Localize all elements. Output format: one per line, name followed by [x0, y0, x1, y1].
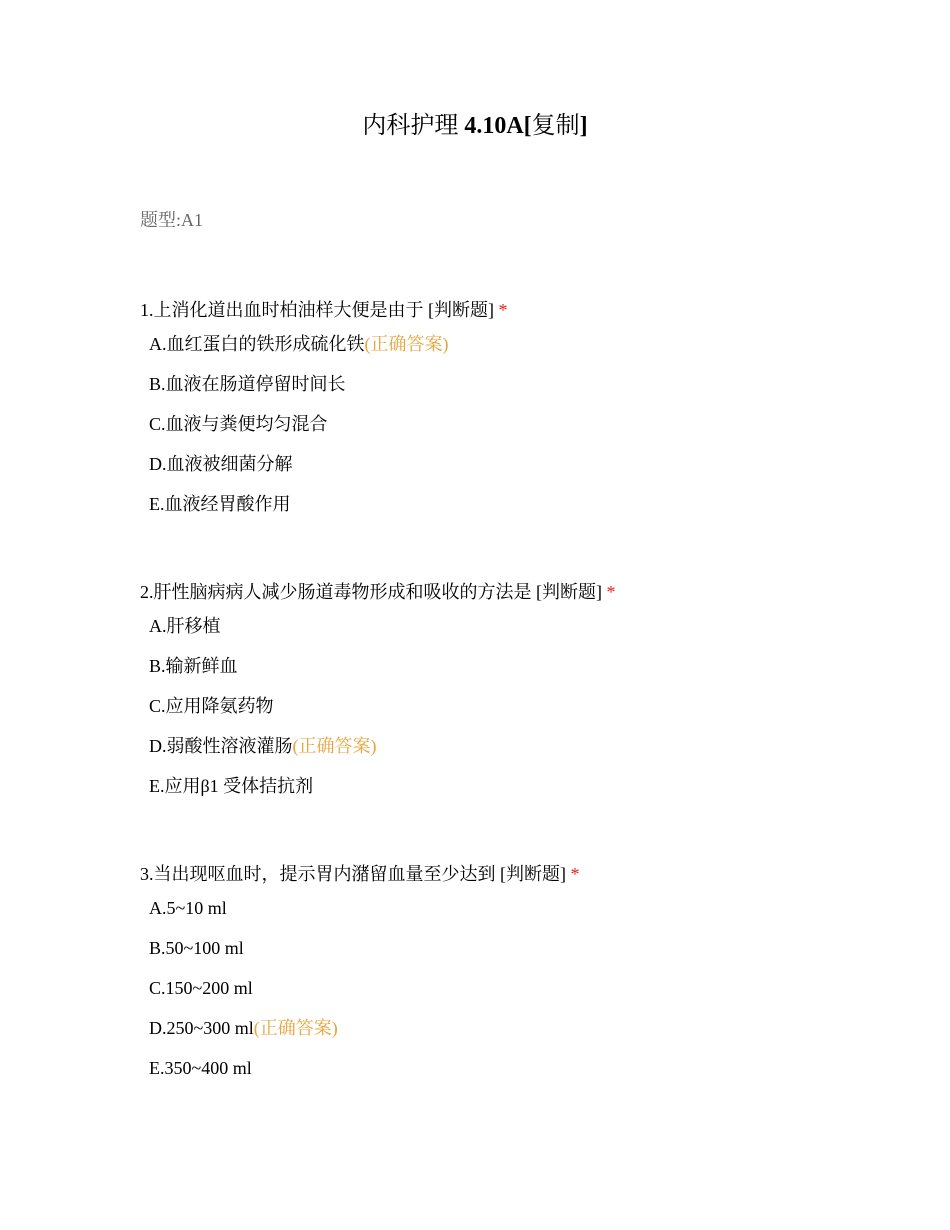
option-label: A.5~10 ml — [149, 898, 227, 918]
option-label: C.应用降氨药物 — [149, 696, 274, 716]
options-list — [149, 896, 840, 1096]
answer-option — [149, 332, 840, 372]
option-label: B.50~100 ml — [149, 938, 244, 958]
option-label: E.应用β1 受体拮抗剂 — [149, 776, 314, 796]
question-title — [140, 580, 840, 604]
answer-option — [149, 1056, 840, 1096]
answer-option — [149, 372, 840, 412]
title-prefix: 内科护理 — [362, 113, 465, 139]
required-asterisk: * — [570, 864, 580, 884]
option-label: C.150~200 ml — [149, 978, 253, 998]
option-label: D.血液被细菌分解 — [149, 454, 293, 474]
option-label: A.血红蛋白的铁形成硫化铁 — [149, 334, 365, 354]
answer-option — [149, 1016, 840, 1056]
title-mid: 复制 — [531, 113, 580, 139]
option-label: C.血液与粪便均匀混合 — [149, 414, 328, 434]
answer-option — [149, 976, 840, 1016]
title-suffix: ] — [579, 113, 588, 139]
question-text: 2.肝性脑病病人减少肠道毒物形成和吸收的方法是 [判断题] — [140, 582, 607, 602]
question-block — [140, 298, 840, 532]
option-label: B.血液在肠道停留时间长 — [149, 374, 346, 394]
option-label: A.肝移植 — [149, 616, 221, 636]
question-block — [140, 580, 840, 814]
required-asterisk: * — [606, 582, 616, 602]
option-label: D.弱酸性溶液灌肠 — [149, 736, 293, 756]
question-type-label: 题型:A1 — [140, 210, 203, 230]
question-block — [140, 862, 840, 1096]
required-asterisk: * — [498, 300, 508, 320]
answer-option — [149, 694, 840, 734]
answer-option — [149, 492, 840, 532]
answer-option — [149, 614, 840, 654]
answer-option — [149, 896, 840, 936]
answer-option — [149, 412, 840, 452]
option-label: B.输新鲜血 — [149, 656, 238, 676]
title-bold: 4.10A[ — [464, 113, 532, 139]
answer-option — [149, 452, 840, 492]
option-label: E.血液经胃酸作用 — [149, 494, 291, 514]
answer-option — [149, 654, 840, 694]
answer-option — [149, 774, 840, 814]
options-list — [149, 614, 840, 814]
page-title — [0, 110, 950, 142]
option-label: D.250~300 ml — [149, 1018, 254, 1038]
answer-option — [149, 734, 840, 774]
correct-answer-marker: (正确答案) — [253, 1018, 338, 1038]
options-list — [149, 332, 840, 532]
question-title — [140, 862, 840, 886]
question-text: 3.当出现呕血时，提示胃内潴留血量至少达到 [判断题] — [140, 864, 571, 884]
question-text: 1.上消化道出血时柏油样大便是由于 [判断题] — [140, 300, 499, 320]
correct-answer-marker: (正确答案) — [292, 736, 377, 756]
correct-answer-marker: (正确答案) — [364, 334, 449, 354]
answer-option — [149, 936, 840, 976]
option-label: E.350~400 ml — [149, 1058, 252, 1078]
question-title — [140, 298, 840, 322]
